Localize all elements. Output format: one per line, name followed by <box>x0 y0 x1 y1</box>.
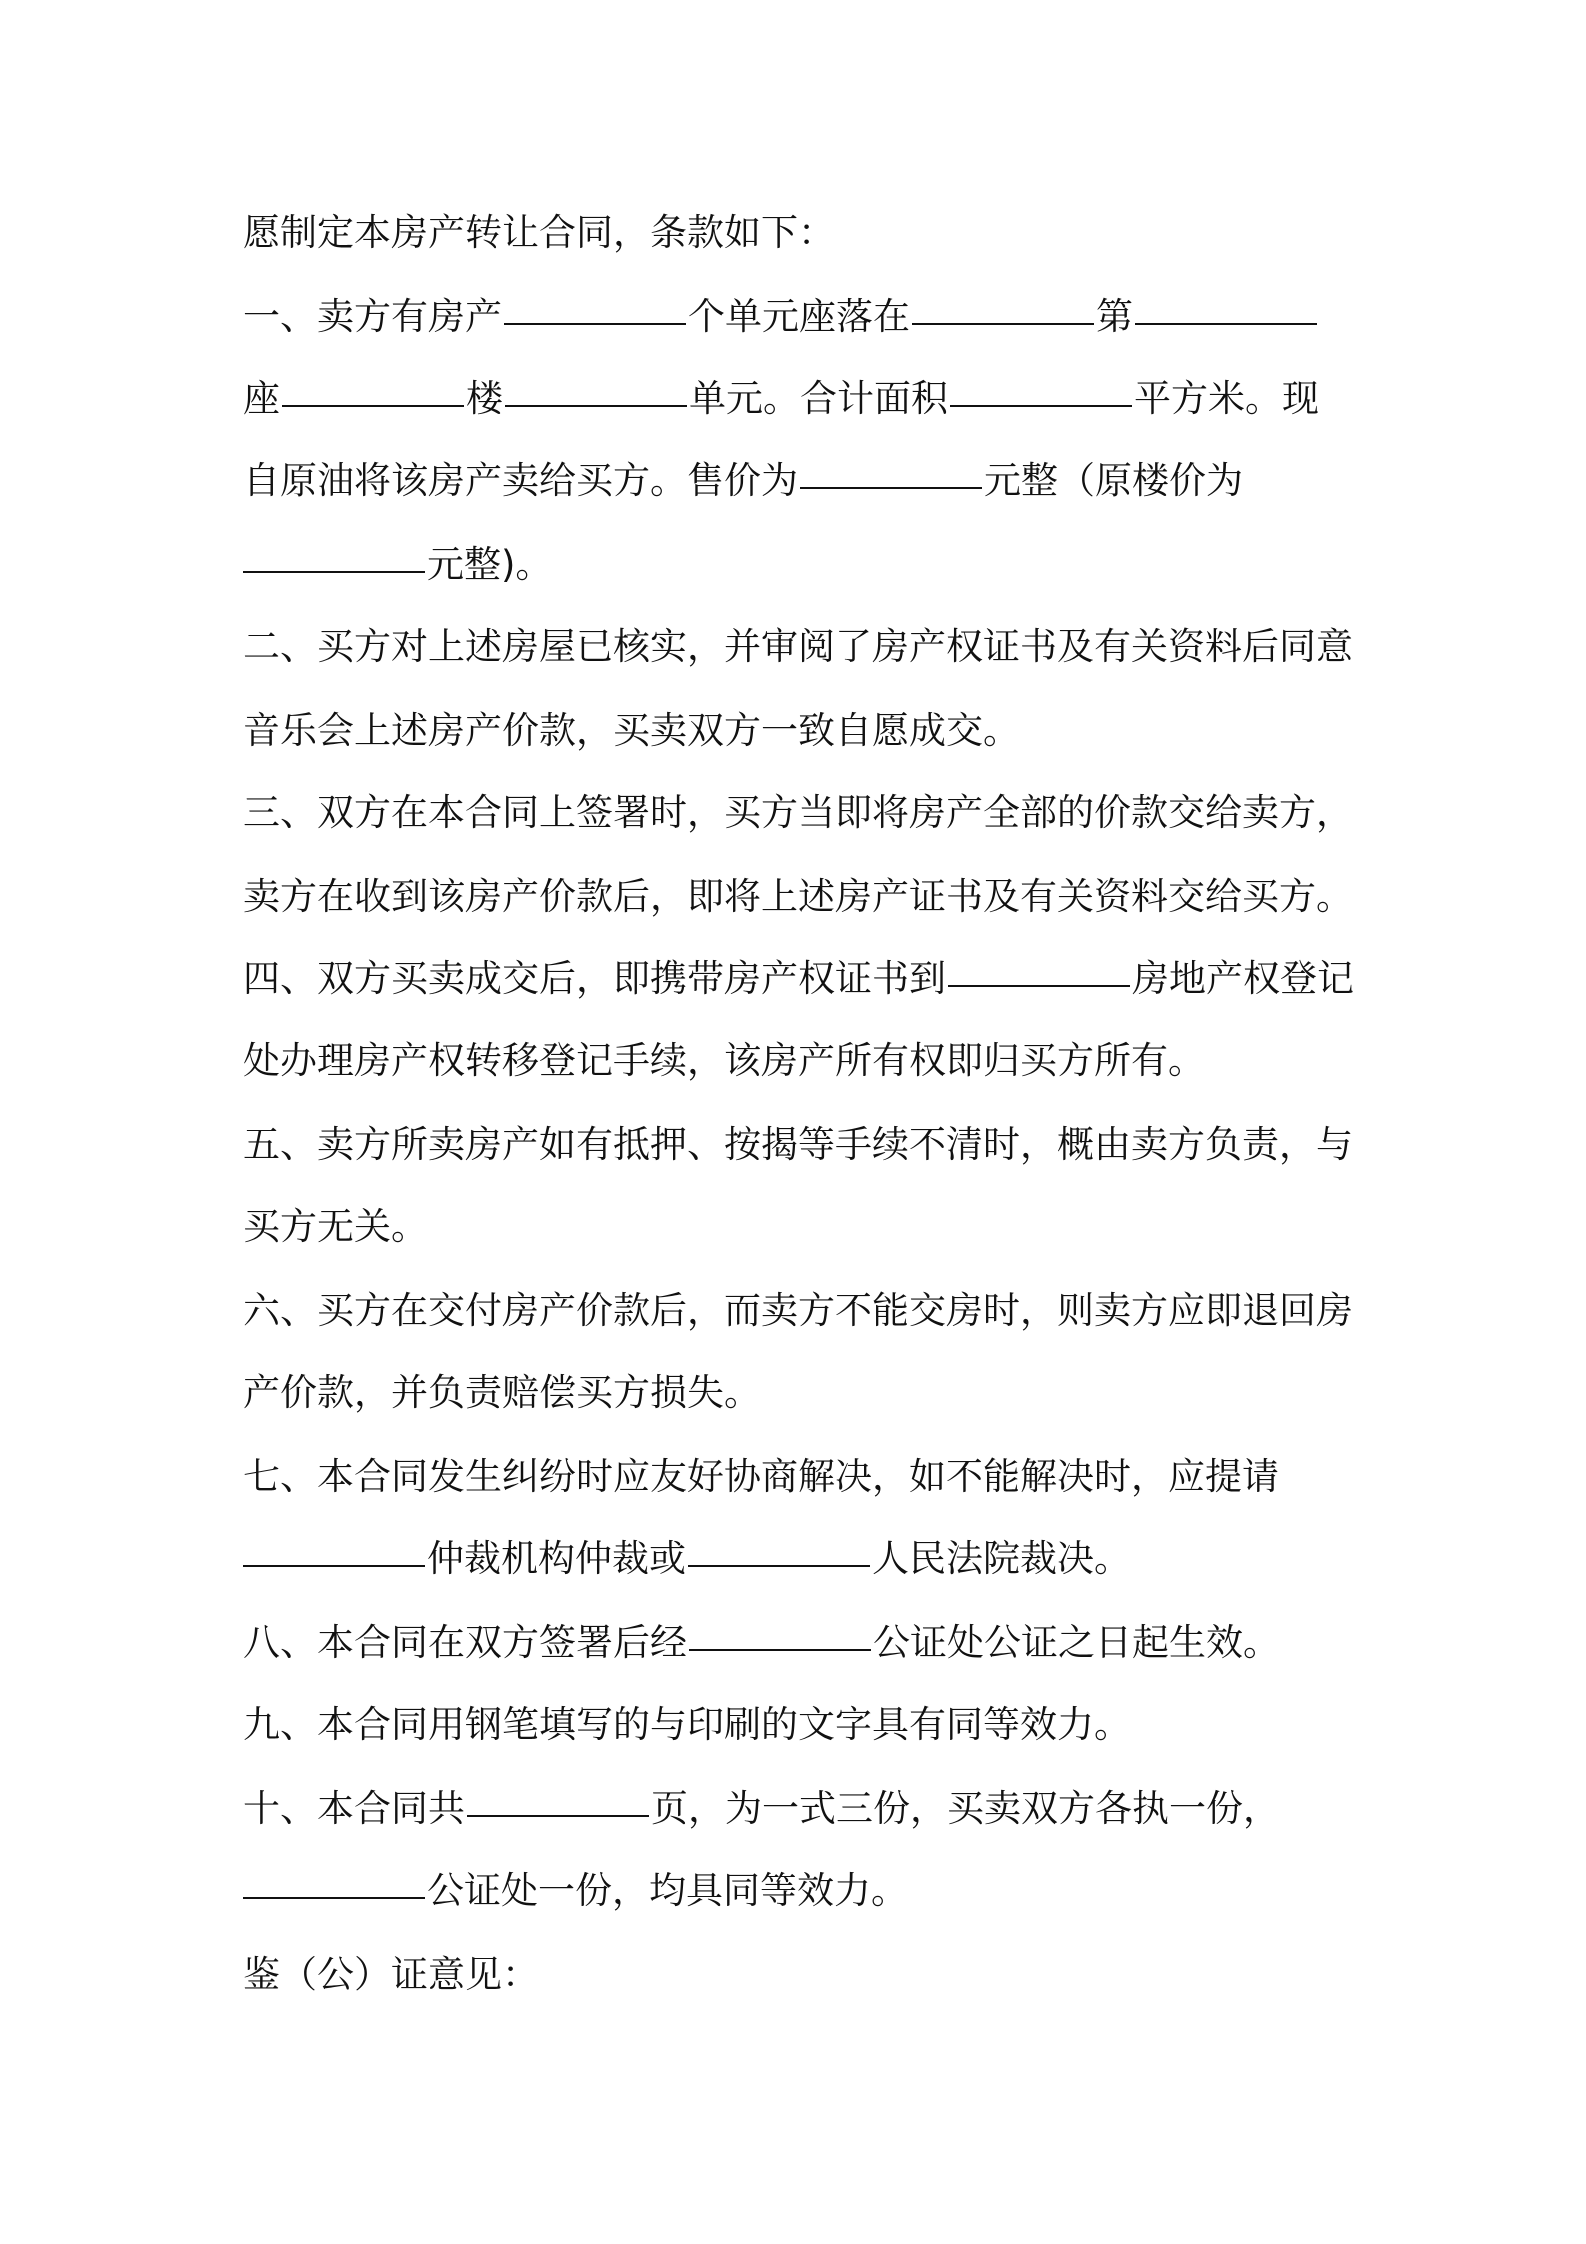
clause-2-line-2 <box>243 706 1358 756</box>
clause-10-text-b: 页，为一式三份，买卖双方各执一份， <box>651 1787 1280 1830</box>
blank-pages[interactable] <box>467 1814 649 1817</box>
clause-3-text-2: 卖方在收到该房产价款后，即将上述房产证书及有关资料交给买方。 <box>243 875 1353 918</box>
clause-5-text-1: 五、卖方所卖房产如有抵押、按揭等手续不清时，概由卖方负责，与 <box>243 1123 1353 1166</box>
clause-6-text-1: 六、买方在交付房产价款后，而卖方不能交房时，则卖方应即退回房 <box>243 1289 1353 1332</box>
clause-8-text-b: 公证处公证之日起生效。 <box>873 1621 1280 1664</box>
clause-2-text-2: 音乐会上述房产价款，买卖双方一致自愿成交。 <box>243 709 1020 752</box>
blank-price[interactable] <box>800 486 982 489</box>
clause-1-text-d: 座 <box>243 377 280 420</box>
clause-1-line-3 <box>243 456 1358 506</box>
clause-8-text-a: 八、本合同在双方签署后经 <box>243 1621 687 1664</box>
blank-notary-office[interactable] <box>243 1896 425 1899</box>
blank-block[interactable] <box>1135 322 1317 325</box>
clause-5-line-1 <box>243 1120 1358 1170</box>
clause-1-text-c: 第 <box>1096 295 1133 338</box>
clause-10-line-2 <box>243 1866 1358 1916</box>
blank-unit[interactable] <box>505 404 687 407</box>
clause-10-text-c: 公证处一份，均具同等效力。 <box>427 1869 908 1912</box>
clause-4-text-b: 房地产权登记 <box>1132 957 1354 1000</box>
blank-registry[interactable] <box>948 984 1130 987</box>
clause-7-text-1: 七、本合同发生纠纷时应友好协商解决，如不能解决时，应提请 <box>243 1455 1279 1498</box>
opinion-heading: 鉴（公）证意见： <box>243 1953 539 1996</box>
clause-7-line-2 <box>243 1534 1358 1584</box>
clause-1-text-f: 单元。合计面积 <box>689 377 948 420</box>
clause-1-line-1 <box>243 292 1358 342</box>
clause-5-line-2 <box>243 1202 1358 1252</box>
clause-3-text-1: 三、双方在本合同上签署时，买方当即将房产全部的价款交给卖方， <box>243 791 1353 834</box>
blank-units[interactable] <box>504 322 686 325</box>
clause-4-text-2: 处办理房产权转移登记手续，该房产所有权即归买方所有。 <box>243 1039 1205 1082</box>
opinion-line <box>243 1950 1358 2000</box>
clause-1-text-h: 自原油将该房产卖给买方。售价为 <box>243 459 798 502</box>
clause-3-line-1 <box>243 788 1358 838</box>
blank-notary[interactable] <box>689 1648 871 1651</box>
clause-10-text-a: 十、本合同共 <box>243 1787 465 1830</box>
clause-4-line-1 <box>243 954 1358 1004</box>
clause-9-line-1 <box>243 1700 1358 1750</box>
clause-9-text-1: 九、本合同用钢笔填写的与印刷的文字具有同等效力。 <box>243 1703 1131 1746</box>
blank-original-price[interactable] <box>243 570 425 573</box>
clause-2-text-1: 二、买方对上述房屋已核实，并审阅了房产权证书及有关资料后同意 <box>243 625 1353 668</box>
clause-1-text-b: 个单元座落在 <box>688 295 910 338</box>
clause-2-line-1 <box>243 622 1358 672</box>
clause-7-line-1 <box>243 1452 1358 1502</box>
blank-building[interactable] <box>282 404 464 407</box>
clause-7-text-a: 仲裁机构仲裁或 <box>427 1537 686 1580</box>
clause-6-text-2: 产价款，并负责赔偿买方损失。 <box>243 1371 761 1414</box>
clause-8-line-1 <box>243 1618 1358 1668</box>
blank-location[interactable] <box>912 322 1094 325</box>
intro-text: 愿制定本房产转让合同，条款如下： <box>243 211 835 254</box>
clause-1-text-g: 平方米。现 <box>1134 377 1319 420</box>
clause-5-text-2: 买方无关。 <box>243 1205 428 1248</box>
clause-1-text-e: 楼 <box>466 377 503 420</box>
blank-court[interactable] <box>688 1564 870 1567</box>
clause-4-line-2 <box>243 1036 1358 1086</box>
blank-area[interactable] <box>950 404 1132 407</box>
clause-1-line-4 <box>243 540 1358 590</box>
intro-line <box>243 208 1358 258</box>
clause-7-text-b: 人民法院裁决。 <box>872 1537 1131 1580</box>
clause-10-line-1 <box>243 1784 1358 1834</box>
clause-6-line-1 <box>243 1286 1358 1336</box>
clause-4-text-a: 四、双方买卖成交后，即携带房产权证书到 <box>243 957 946 1000</box>
clause-3-line-2 <box>243 872 1358 922</box>
clause-1-text-j: 元整)。 <box>427 543 553 586</box>
blank-arbitration[interactable] <box>243 1564 425 1567</box>
clause-6-line-2 <box>243 1368 1358 1418</box>
clause-1-text-i: 元整（原楼价为 <box>984 459 1243 502</box>
clause-1-text-a: 一、卖方有房产 <box>243 295 502 338</box>
clause-1-line-2 <box>243 374 1358 424</box>
